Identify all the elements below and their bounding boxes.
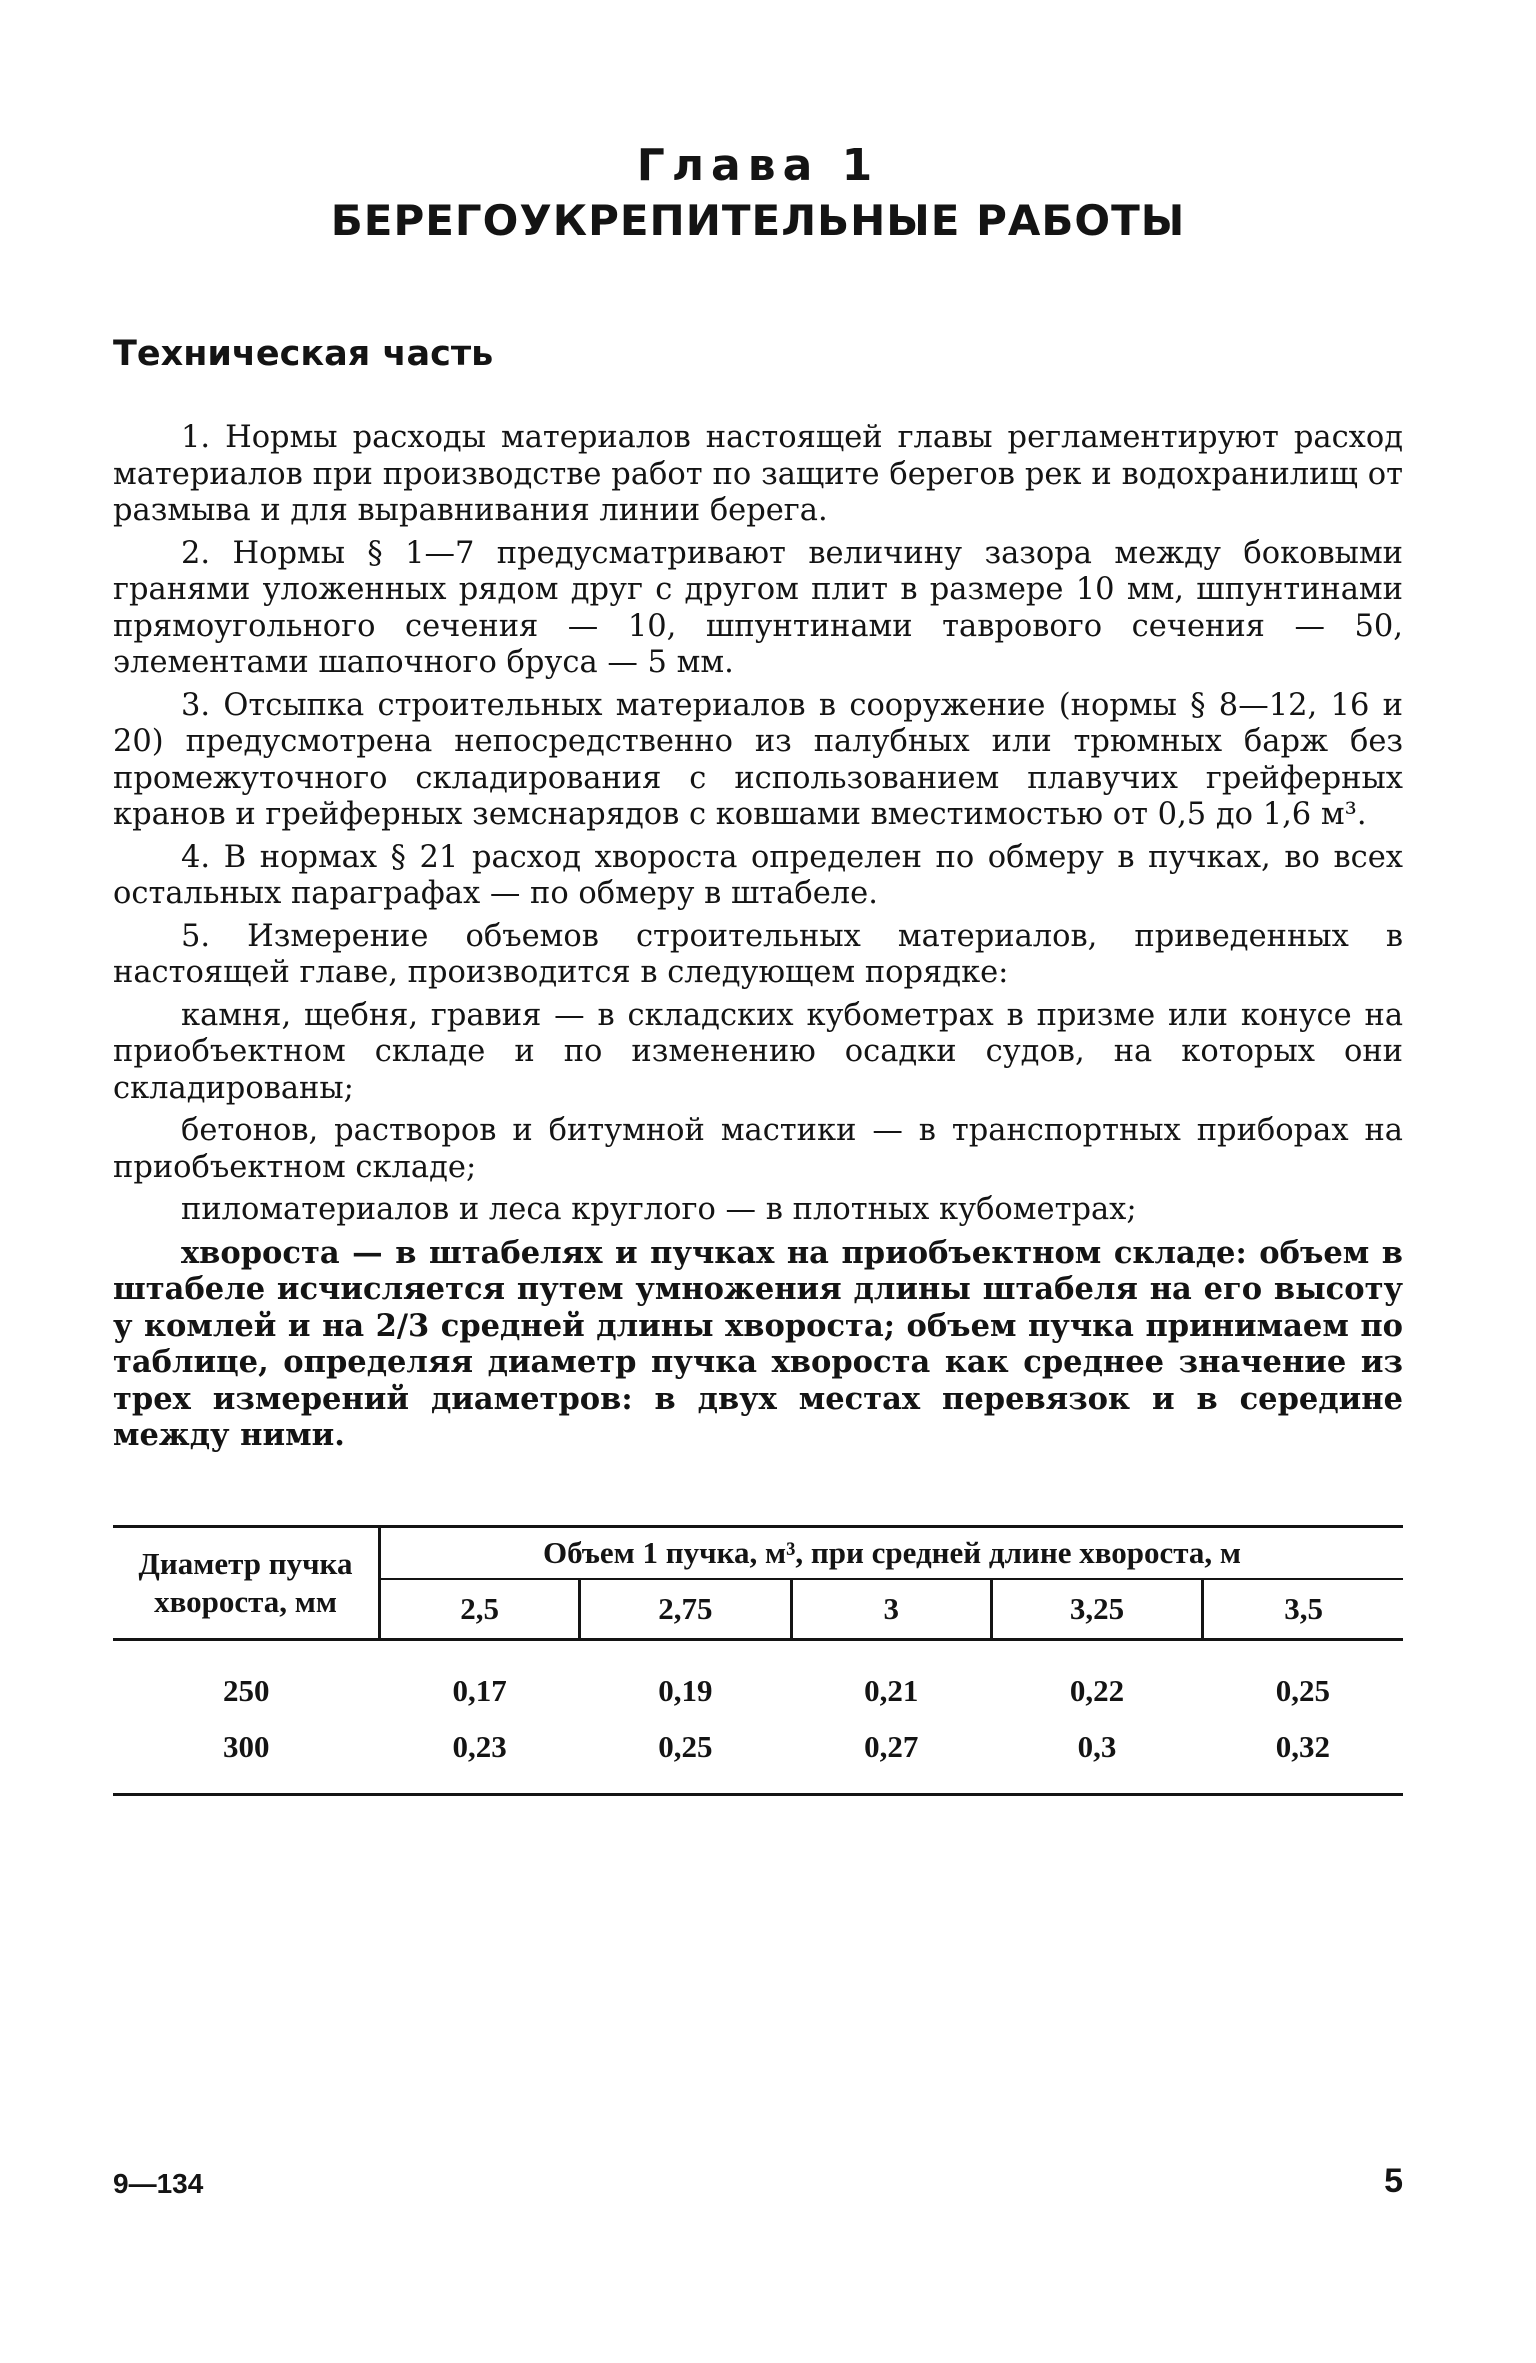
chapter-title: БЕРЕГОУКРЕПИТЕЛЬНЫЕ РАБОТЫ <box>330 196 1186 245</box>
diameter-header: Диаметр пучка хвороста, мм <box>113 1527 380 1640</box>
norms-table <box>113 1525 1403 1796</box>
volume-cell: 0,19 <box>658 1673 713 1708</box>
chapter-label: Глава 1 <box>636 140 880 191</box>
volume-cell: 0,22 <box>1069 1673 1125 1708</box>
page-number: 5 <box>1384 2162 1403 2200</box>
volume-group-header: Объем 1 пучка, м³, при средней длине хвороста, м <box>380 1527 1404 1580</box>
volume-cell: 0,32 <box>1203 1719 1403 1795</box>
volume-cell: 0,17 <box>452 1673 507 1708</box>
length-header: 2,75 <box>580 1579 791 1640</box>
paragraph-3: 3. Отсыпка строительных материалов в сооружение (нормы § 8—12, 16 и 20) предусмотрена непосредственно из палубных или трюмных барж без промежуточного складирования с использованием плавучих грейферных кранов и грейферных земснарядов с ковшами вместимостью от 0,5 до 1,6 м³. <box>113 687 1403 832</box>
paragraph-stone: камня, щебня, гравия — в складских кубометрах в призме или конусе на приобъектном складе и по изменению осадки судов, на которых они складированы; <box>113 997 1403 1106</box>
body-text <box>113 420 1403 1460</box>
length-header: 3,5 <box>1203 1579 1403 1640</box>
volume-cell: 0,25 <box>1275 1673 1330 1708</box>
paragraph-4: 4. В нормах § 21 расход хвороста определен по обмеру в пучках, во всех остальных параграфах — по обмеру в штабеле. <box>113 839 1403 911</box>
table-row <box>113 1719 1403 1795</box>
volume-cell: 0,3 <box>991 1719 1202 1795</box>
volume-cell: 0,23 <box>380 1719 580 1795</box>
paragraph-5: 5. Измерение объемов строительных материалов, приведенных в настоящей главе, производится в следующем порядке: <box>113 918 1403 990</box>
paragraph-concrete: бетонов, растворов и битумной мастики — в транспортных приборах на приобъектном складе; <box>113 1113 1403 1185</box>
length-header: 3,25 <box>991 1579 1202 1640</box>
table-row <box>113 1640 1403 1720</box>
diameter-cell: 300 <box>113 1719 380 1795</box>
length-header: 3 <box>791 1579 991 1640</box>
brushwood-volume-table <box>113 1525 1403 1796</box>
volume-cell: 0,21 <box>864 1673 919 1708</box>
paragraph-2: 2. Нормы § 1—7 предусматривают величину зазора между боковыми гранями уложенных рядом друг с другом плит в размере 10 мм, шпунтинами прямоугольного сечения — 10, шпунтинами таврового сечения — 50, элементами шапочного бруса — 5 мм. <box>113 535 1403 680</box>
diameter-cell: 250 <box>223 1673 270 1708</box>
document-page <box>113 0 1403 2363</box>
volume-cell: 0,25 <box>580 1719 791 1795</box>
volume-cell: 0,27 <box>791 1719 991 1795</box>
paragraph-timber: пиломатериалов и леса круглого — в плотных кубометрах; <box>181 1192 1137 1227</box>
printer-signature: 9—134 <box>113 2168 204 2199</box>
paragraph-1: 1. Нормы расходы материалов настоящей главы регламентируют расход материалов при производстве работ по защите берегов рек и водохранилищ от размыва и для выравнивания линии берега. <box>113 420 1403 528</box>
paragraph-brushwood: хвороста — в штабелях и пучках на приобъектном складе: объем в штабеле исчисляется путем умножения длины штабеля на его высоту у комлей и на 2/3 средней длины хвороста; объем пучка принимаем по таблице, определяя диаметр пучка хвороста как среднее значение из трех измерений диаметров: в двух местах перевязок и в середине между ними. <box>113 1234 1403 1453</box>
section-title: Техническая часть <box>113 334 494 374</box>
length-header: 2,5 <box>380 1579 580 1640</box>
